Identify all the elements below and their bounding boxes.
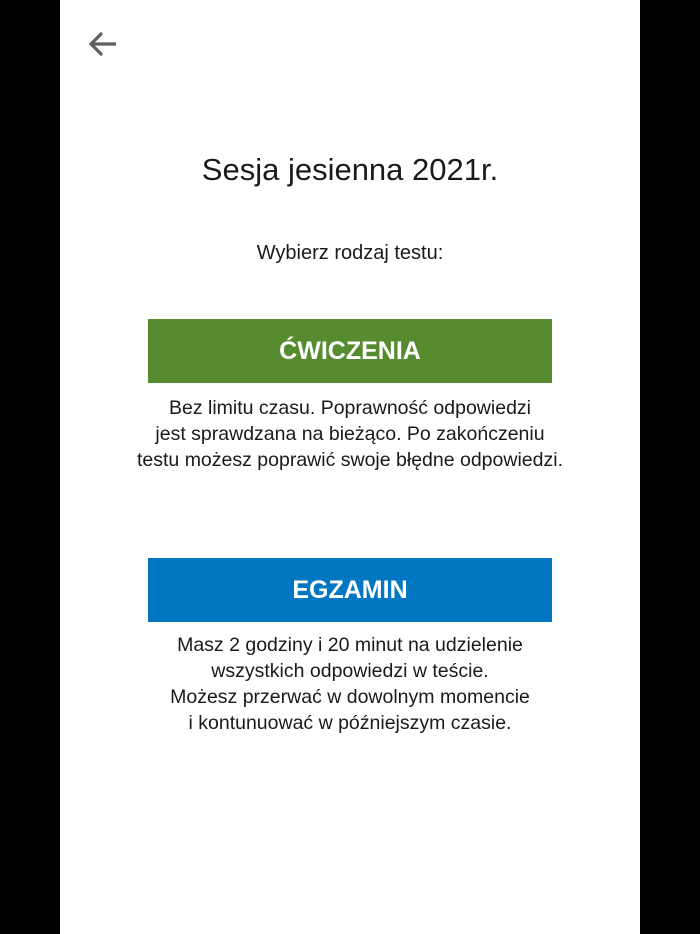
page — [60, 0, 640, 934]
description-line: Masz 2 godziny i 20 minut na udzielenie — [177, 634, 523, 656]
description-line: i kontunuować w późniejszym czasie. — [188, 712, 512, 734]
description-line: wszystkich odpowiedzi w teście. — [211, 660, 489, 682]
back-button[interactable] — [85, 26, 121, 62]
page-subtitle: Wybierz rodzaj testu: — [256, 242, 444, 264]
arrow-left-icon — [85, 26, 121, 62]
description-line: jest sprawdzana na bieżąco. Po zakończeniu — [155, 423, 545, 445]
exam-description — [60, 632, 640, 736]
description-line: Możesz przerwać w dowolnym momencie — [170, 686, 530, 708]
exercises-description — [60, 395, 640, 473]
exam-button[interactable]: EGZAMIN — [148, 558, 552, 622]
page-title: Sesja jesienna 2021r. — [201, 152, 499, 187]
description-line: Bez limitu czasu. Poprawność odpowiedzi — [168, 397, 531, 419]
exercises-button[interactable]: ĆWICZENIA — [148, 319, 552, 383]
description-line: testu możesz poprawić swoje błędne odpowiedzi. — [137, 449, 563, 471]
